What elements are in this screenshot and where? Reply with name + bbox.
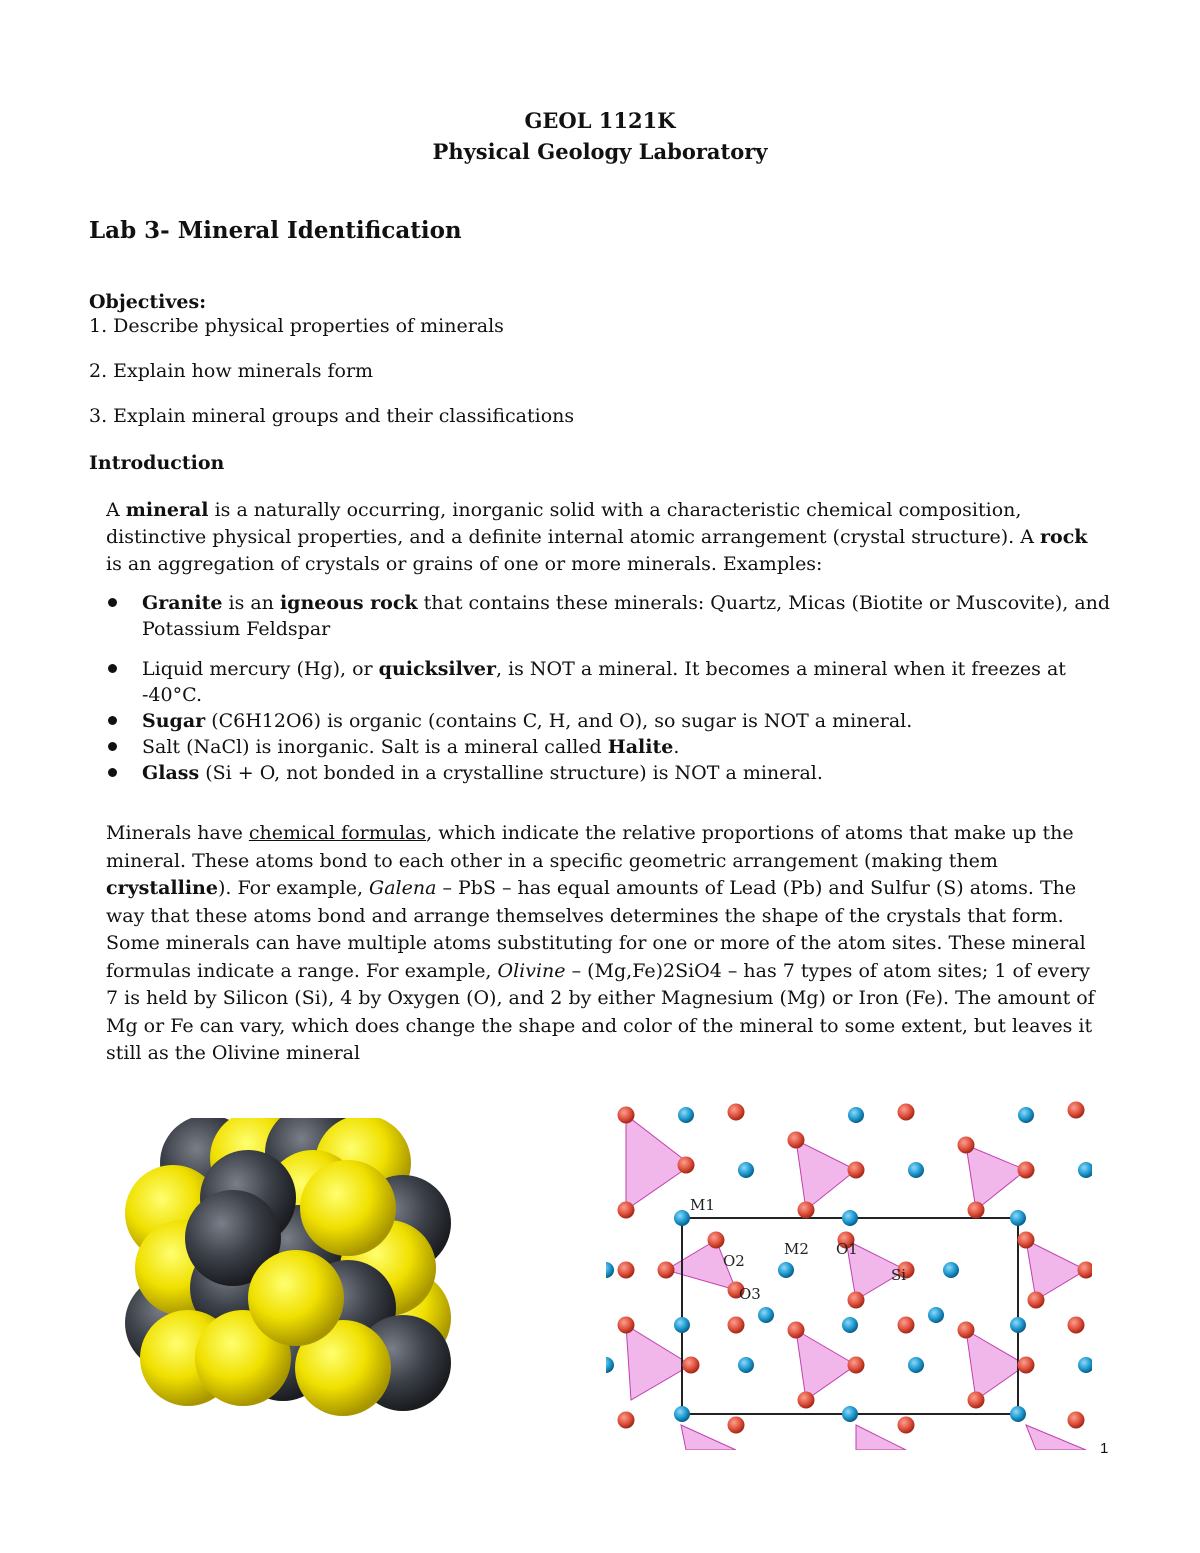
text-run: that contains these minerals: Quartz, Micas (Biotite or Muscovite), and Potassium Feldspar [142, 592, 1111, 640]
list-item [104, 734, 1124, 760]
galena-crystal-model-image [118, 1118, 454, 1418]
oxygen-atom [958, 1137, 975, 1154]
text-run: – PbS – has equal amounts of Lead (Pb) and Sulfur (S) atoms. The way that these atoms bond and arrange themselves determines the shape of the crystals that form. Some minerals can have multiple atoms substituting for one or more of the atom sites. These mineral formulas indicate a range. For example, [106, 877, 1086, 982]
label-o2: O2 [723, 1252, 745, 1270]
term-chemical-formulas: chemical formulas [248, 822, 427, 844]
term-crystalline: crystalline [106, 877, 218, 899]
metal-atom [842, 1406, 858, 1422]
term-olivine: Olivine [497, 959, 566, 982]
text-run: , is NOT a mineral. It becomes a mineral when it freezes at -40°C. [142, 658, 1066, 706]
text-run: – (Mg,Fe)2SiO4 – has 7 types of atom sites; 1 of every 7 is held by Silicon (Si), 4 by Oxygen (O), and 2 by either Magnesium (Mg) or Iron (Fe). The amount of Mg or Fe can vary, which does change the shape and color of the mineral to some extent, but leaves it still as the Olivine mineral [106, 959, 1095, 1064]
oxygen-atom [848, 1162, 865, 1179]
metal-atom [1018, 1107, 1034, 1123]
silica-tetrahedron [1026, 1425, 1086, 1450]
term-rock: rock [1040, 526, 1088, 548]
oxygen-atom [683, 1357, 700, 1374]
text-run: (C6H12O6) is organic (contains C, H, and O), so sugar is NOT a mineral. [205, 710, 913, 732]
text-run: . [673, 736, 680, 758]
text-run: ). For example, [217, 877, 370, 899]
text-run: Liquid mercury (Hg), or [142, 658, 379, 680]
term-sugar: Sugar [142, 710, 206, 732]
metal-atom [1078, 1357, 1092, 1373]
label-m2: M2 [784, 1240, 809, 1258]
metal-atom [1078, 1162, 1092, 1178]
silica-tetrahedron [966, 1145, 1026, 1210]
lab-title: Lab 3- Mineral Identification [89, 217, 462, 244]
introduction-paragraph [106, 497, 1106, 578]
oxygen-atom [848, 1292, 865, 1309]
metal-atom [758, 1307, 774, 1323]
metal-atom [738, 1357, 754, 1373]
text-run: , which indicate the relative proportions of atoms that make up the mineral. These atoms bond to each other in a specific geometric arrangement (making them [106, 822, 1074, 872]
oxygen-atom [788, 1132, 805, 1149]
sulfur-atom [248, 1250, 344, 1346]
label-m1: M1 [690, 1196, 715, 1214]
metal-atom [943, 1262, 959, 1278]
oxygen-atom [898, 1417, 915, 1434]
list-item [104, 656, 1124, 708]
metal-atom [1010, 1406, 1026, 1422]
silica-tetrahedron [796, 1330, 856, 1400]
oxygen-atom [1068, 1317, 1085, 1334]
olivine-crystal-structure-diagram [606, 1100, 1092, 1450]
text-run: is an [222, 592, 280, 614]
objective-item: 1. Describe physical properties of minerals [89, 315, 504, 337]
oxygen-atom [1078, 1262, 1093, 1279]
metal-atom [674, 1210, 690, 1226]
bullet-icon [108, 598, 117, 607]
bullet-icon [108, 742, 117, 751]
oxygen-atom [968, 1392, 985, 1409]
introduction-heading: Introduction [89, 452, 225, 474]
oxygen-atom [898, 1104, 915, 1121]
sulfur-atom [300, 1160, 396, 1256]
course-title: GEOL 1121K [524, 108, 676, 133]
metal-atom [908, 1162, 924, 1178]
oxygen-atom [728, 1104, 745, 1121]
oxygen-atom [618, 1202, 635, 1219]
text-run: (Si + O, not bonded in a crystalline structure) is NOT a mineral. [199, 762, 823, 784]
term-granite: Granite [142, 592, 223, 614]
oxygen-atom [1018, 1232, 1035, 1249]
text-run: Salt (NaCl) is inorganic. Salt is a mineral called [142, 736, 608, 758]
silica-tetrahedron [681, 1425, 736, 1450]
oxygen-atom [798, 1202, 815, 1219]
oxygen-atom [798, 1392, 815, 1409]
term-mineral: mineral [125, 499, 209, 521]
text-run: is an aggregation of crystals or grains of one or more minerals. Examples: [106, 553, 823, 575]
metal-atom [738, 1162, 754, 1178]
metal-atom [674, 1317, 690, 1333]
list-item [104, 590, 1124, 642]
oxygen-atom [618, 1107, 635, 1124]
metal-atom [842, 1317, 858, 1333]
oxygen-atom [728, 1417, 745, 1434]
label-si: Si [891, 1266, 907, 1284]
term-igneous-rock: igneous rock [279, 592, 418, 614]
metal-atom [928, 1307, 944, 1323]
objective-item: 3. Explain mineral groups and their classifications [89, 405, 575, 427]
objectives-section [89, 290, 574, 428]
oxygen-atom [1068, 1102, 1085, 1119]
metal-atom [908, 1357, 924, 1373]
examples-list [104, 590, 1124, 786]
term-quicksilver: quicksilver [378, 658, 496, 680]
silica-tetrahedron [796, 1140, 856, 1210]
silica-tetrahedron [1026, 1240, 1086, 1300]
label-o3: O3 [739, 1285, 761, 1303]
oxygen-atom [658, 1262, 675, 1279]
bullet-icon [108, 716, 117, 725]
term-glass: Glass [142, 762, 200, 784]
bullet-icon [108, 664, 117, 673]
oxygen-atom [678, 1157, 695, 1174]
metal-atom [606, 1262, 614, 1278]
metal-atom [778, 1262, 794, 1278]
objectives-heading: Objectives: [89, 291, 207, 313]
oxygen-atom [848, 1357, 865, 1374]
term-halite: Halite [607, 736, 674, 758]
bullet-icon [108, 768, 117, 777]
text-run: Minerals have [106, 822, 249, 844]
oxygen-atom [1018, 1162, 1035, 1179]
objective-item: 2. Explain how minerals form [89, 360, 374, 382]
page-number: 1 [1100, 1440, 1109, 1457]
formulas-paragraph [106, 820, 1106, 1068]
oxygen-atom [728, 1317, 745, 1334]
list-item [104, 708, 1124, 734]
metal-atom [848, 1107, 864, 1123]
oxygen-atom [618, 1317, 635, 1334]
oxygen-atom [788, 1322, 805, 1339]
oxygen-atom [618, 1262, 635, 1279]
text-run: is a naturally occurring, inorganic solid with a characteristic chemical composition, distinctive physical properties, and a definite internal atomic arrangement (crystal structure). A [106, 499, 1041, 548]
metal-atom [606, 1357, 614, 1373]
label-o1: O1 [836, 1240, 858, 1258]
metal-atom [678, 1107, 694, 1123]
metal-atom [674, 1406, 690, 1422]
term-galena: Galena [369, 877, 437, 899]
course-subtitle: Physical Geology Laboratory [432, 139, 768, 164]
metal-atom [1010, 1317, 1026, 1333]
oxygen-atom [968, 1202, 985, 1219]
oxygen-atom [1028, 1292, 1045, 1309]
oxygen-atom [618, 1412, 635, 1429]
metal-atom [1010, 1210, 1026, 1226]
list-item [104, 760, 1124, 786]
oxygen-atom [1018, 1357, 1035, 1374]
oxygen-atom [898, 1317, 915, 1334]
oxygen-atom [958, 1322, 975, 1339]
oxygen-atom [708, 1232, 725, 1249]
metal-atom [842, 1210, 858, 1226]
oxygen-atom [1068, 1412, 1085, 1429]
text-run: A [106, 499, 126, 521]
